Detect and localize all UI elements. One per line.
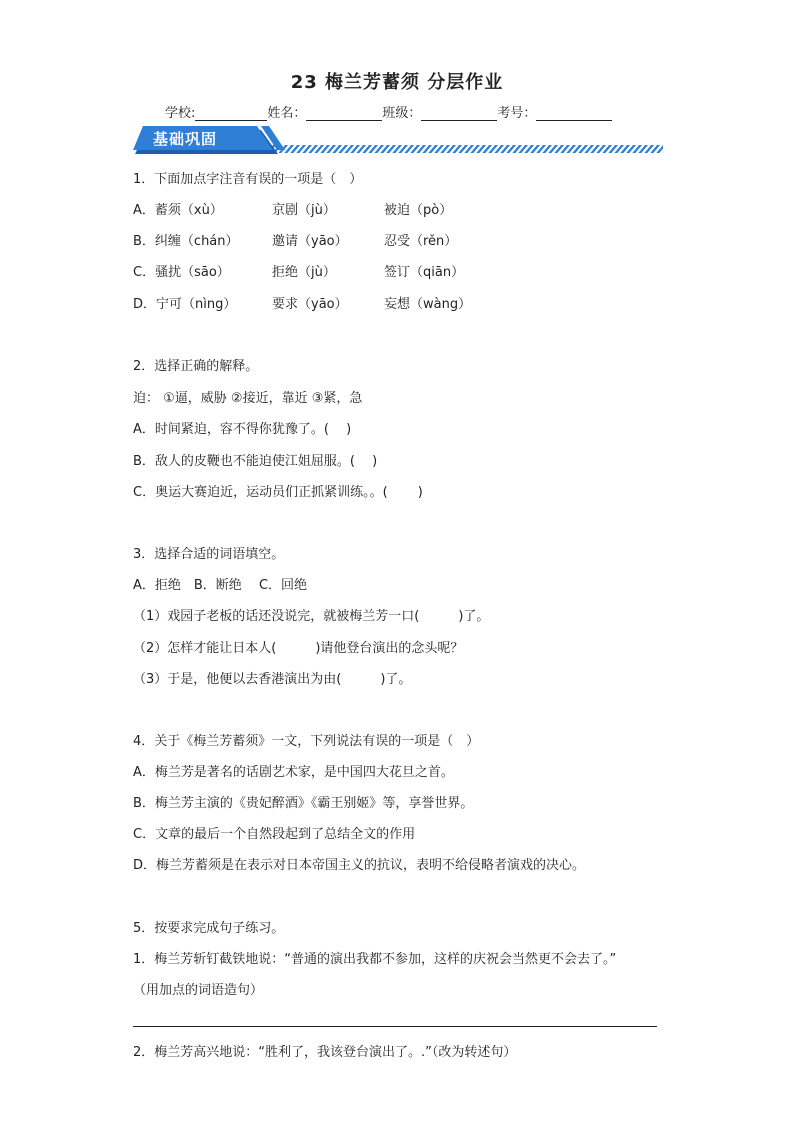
q1-option-a-word1: A．蓄须（xù） [133, 203, 223, 218]
q1-option-d-word1: D．宁可（nìng） [133, 297, 237, 312]
q1-option-b-word1: B．纠缠（chán） [133, 234, 239, 249]
class-label: 班级： [382, 106, 422, 121]
worksheet-title: 23 梅兰芳蓄须 分层作业 [290, 72, 504, 93]
student-info-line [165, 102, 612, 121]
name-label: 姓名： [267, 106, 307, 121]
q1-option-d-word3: 妄想（wàng） [384, 297, 472, 312]
q5-item1-line2: （用加点的词语造句） [133, 983, 264, 998]
q1-option-d-word2: 要求（yāo） [272, 297, 348, 312]
exam-no-label: 考号： [497, 106, 537, 121]
q4-option-b: B．梅兰芳主演的《贵妃醉酒》《霸王别姬》等，享誉世界。 [133, 796, 474, 811]
exam-no-blank[interactable] [536, 106, 612, 121]
q2-stem: 2．选择正确的解释。 [133, 359, 259, 374]
class-blank[interactable] [421, 106, 497, 121]
q4-option-a: A．梅兰芳是著名的话剧艺术家，是中国四大花旦之首。 [133, 765, 454, 780]
q1-option-c-word3: 签订（qiān） [384, 265, 465, 280]
section-banner [133, 126, 663, 156]
answer-line[interactable] [133, 1026, 657, 1027]
q2-definitions: 迫： ①逼，威胁 ②接近，靠近 ③紧，急 [133, 391, 363, 406]
q3-item-3: （3）于是，他便以去香港演出为由( )了。 [133, 672, 412, 687]
q1-option-a-word3: 被迫（pò） [384, 203, 453, 218]
q1-option-b-word2: 邀请（yāo） [272, 234, 348, 249]
q3-item-2: （2）怎样才能让日本人( )请他登台演出的念头呢？ [133, 641, 464, 656]
q2-item-c: C．奥运大赛迫近，运动员们正抓紧训练。。( ) [133, 485, 423, 500]
q3-item-1: （1）戏园子老板的话还没说完，就被梅兰芳一口( )了。 [133, 609, 490, 624]
q3-stem: 3．选择合适的词语填空。 [133, 547, 285, 562]
q4-option-d: D．梅兰芳蓄须是在表示对日本帝国主义的抗议，表明不给侵略者演戏的决心。 [133, 858, 586, 873]
q5-item1-line1: 1．梅兰芳斩钉截铁地说：“普通的演出我都不参加，这样的庆祝会当然更不会去了。” [133, 952, 617, 967]
name-blank[interactable] [306, 106, 382, 121]
q5-item2: 2．梅兰芳高兴地说：“胜利了，我该登台演出了。.”（改为转述句） [133, 1045, 517, 1060]
q3-choices: A．拒绝 B．断绝 C．回绝 [133, 578, 308, 593]
q4-option-c: C．文章的最后一个自然段起到了总结全文的作用 [133, 827, 416, 842]
q1-option-c-word1: C．骚扰（sāo） [133, 265, 230, 280]
banner-hatch-stripe [258, 145, 663, 153]
q1-option-b-word3: 忍受（rěn） [384, 234, 458, 249]
q4-stem: 4．关于《梅兰芳蓄须》一文，下列说法有误的一项是（ ） [133, 734, 480, 749]
school-label: 学校: [165, 106, 196, 121]
school-blank[interactable] [195, 106, 267, 121]
q2-item-b: B．敌人的皮鞭也不能迫使江姐屈服。( ) [133, 454, 378, 469]
q1-option-a-word2: 京剧（jù） [272, 203, 336, 218]
q2-item-a: A．时间紧迫，容不得你犹豫了。( ) [133, 422, 352, 437]
banner-label: 基础巩固 [153, 130, 218, 148]
q1-stem: 1．下面加点字注音有误的一项是（ ） [133, 172, 363, 187]
q5-stem: 5．按要求完成句子练习。 [133, 921, 285, 936]
q1-option-c-word2: 拒绝（jù） [272, 265, 336, 280]
